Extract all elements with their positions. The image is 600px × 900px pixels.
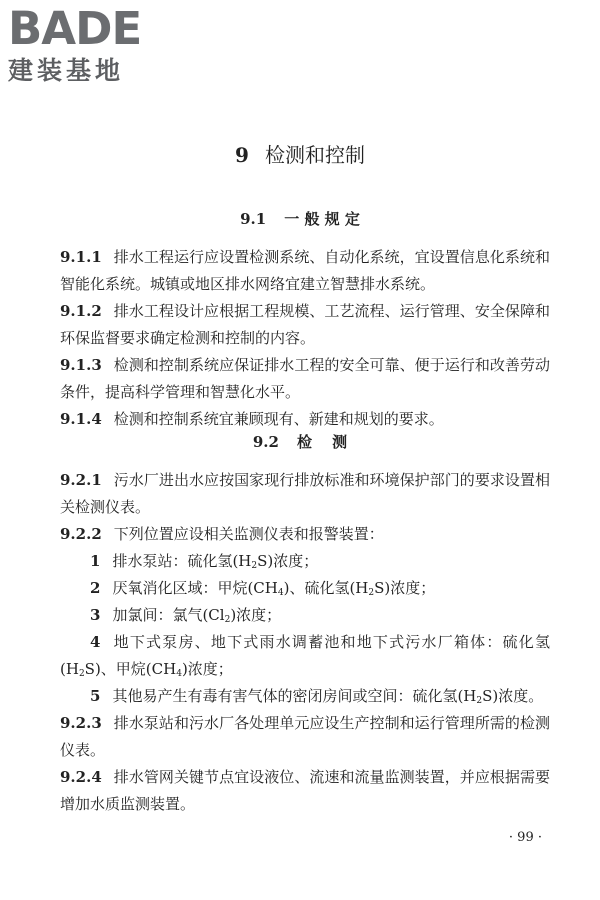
section-title: 检 测	[296, 433, 348, 451]
list-item-5	[60, 683, 550, 710]
subscript: 4	[176, 669, 182, 679]
clause-9-1-4	[60, 406, 550, 433]
item-text-a: 排水泵站：硫化氢(H	[112, 552, 252, 570]
section-number: 9.2	[252, 433, 279, 451]
logo-subtitle: 建装基地	[8, 56, 125, 85]
item-text-b: )、硫化氢(H	[283, 579, 369, 597]
subscript: 2	[368, 588, 375, 598]
clause-9-2-1	[60, 467, 550, 521]
item-text-a: 厌氧消化区域：甲烷(CH	[112, 579, 278, 597]
clause-number: 9.1.2	[60, 302, 102, 320]
item-text-b: S)浓度；	[257, 552, 319, 570]
clause-number: 9.1.4	[60, 410, 102, 428]
clause-text: 检测和控制系统宜兼顾现有、新建和规划的要求。	[113, 410, 444, 428]
section-9-1-body	[60, 244, 550, 433]
subscript: 2	[251, 561, 258, 571]
clause-9-1-2	[60, 298, 550, 352]
clause-text: 排水工程运行应设置检测系统、自动化系统，宜设置信息化系统和智能化系统。城镇或地区排水网络宜建立智慧排水系统。	[60, 248, 550, 293]
clause-number: 9.2.1	[60, 471, 102, 489]
item-text-c: S)浓度；	[374, 579, 436, 597]
item-text-b: )浓度；	[230, 606, 282, 624]
item-number: 3	[90, 606, 101, 624]
list-item-4	[60, 629, 550, 683]
chapter-name: 检测和控制	[264, 143, 365, 167]
clause-text: 污水厂进出水应按国家现行排放标准和环境保护部门的要求设置相关检测仪表。	[60, 471, 550, 516]
section-heading-9-1	[0, 207, 600, 231]
clause-text: 检测和控制系统应保证排水工程的安全可靠、便于运行和改善劳动条件，提高科学管理和智慧化水平。	[60, 356, 550, 401]
clause-number: 9.2.2	[60, 525, 102, 543]
bade-logo	[8, 4, 141, 86]
item-text-b: S)浓度。	[482, 687, 544, 705]
page-number: · 99 ·	[508, 830, 542, 845]
clause-number: 9.2.4	[60, 768, 102, 786]
clause-9-1-1	[60, 244, 550, 298]
subscript: 2	[78, 669, 85, 679]
section-heading-9-2	[0, 430, 600, 454]
list-item-2	[60, 575, 550, 602]
section-number: 9.1	[240, 210, 267, 228]
item-number: 1	[90, 552, 101, 570]
item-text-a: 地下式泵房、地下式雨水调蓄池和地下式污水厂箱体：硫化氢(H	[60, 633, 550, 678]
subscript: 2	[224, 615, 231, 625]
clause-text: 排水工程设计应根据工程规模、工艺流程、运行管理、安全保障和环保监督要求确定检测和控制的内容。	[60, 302, 550, 347]
section-9-2-body	[60, 467, 550, 818]
section-title: 一 般 规 定	[284, 210, 360, 228]
clause-9-2-4	[60, 764, 550, 818]
clause-text: 排水泵站和污水厂各处理单元应设生产控制和运行管理所需的检测仪表。	[60, 714, 550, 759]
clause-text: 下列位置应设相关监测仪表和报警装置：	[113, 525, 384, 543]
clause-9-2-3	[60, 710, 550, 764]
item-text-b: S)、甲烷(CH	[84, 660, 177, 678]
clause-9-1-3	[60, 352, 550, 406]
clause-9-2-2	[60, 521, 550, 548]
item-text-a: 其他易产生有毒有害气体的密闭房间或空间：硫化氢(H	[112, 687, 477, 705]
item-number: 5	[90, 687, 101, 705]
list-item-1	[60, 548, 550, 575]
subscript: 2	[476, 696, 483, 706]
logo-brand: BADE	[8, 2, 142, 55]
subscript: 4	[277, 588, 284, 598]
clause-number: 9.1.3	[60, 356, 102, 374]
clause-number: 9.2.3	[60, 714, 102, 732]
chapter-title	[0, 140, 600, 170]
clause-number: 9.1.1	[60, 248, 102, 266]
chapter-number: 9	[235, 143, 249, 167]
item-text-a: 加氯间：氯气(Cl	[112, 606, 225, 624]
item-text-c: )浓度；	[181, 660, 233, 678]
clause-text: 排水管网关键节点宜设液位、流速和流量监测装置，并应根据需要增加水质监测装置。	[60, 768, 550, 813]
list-item-3	[60, 602, 550, 629]
item-number: 4	[90, 633, 101, 651]
item-number: 2	[90, 579, 101, 597]
